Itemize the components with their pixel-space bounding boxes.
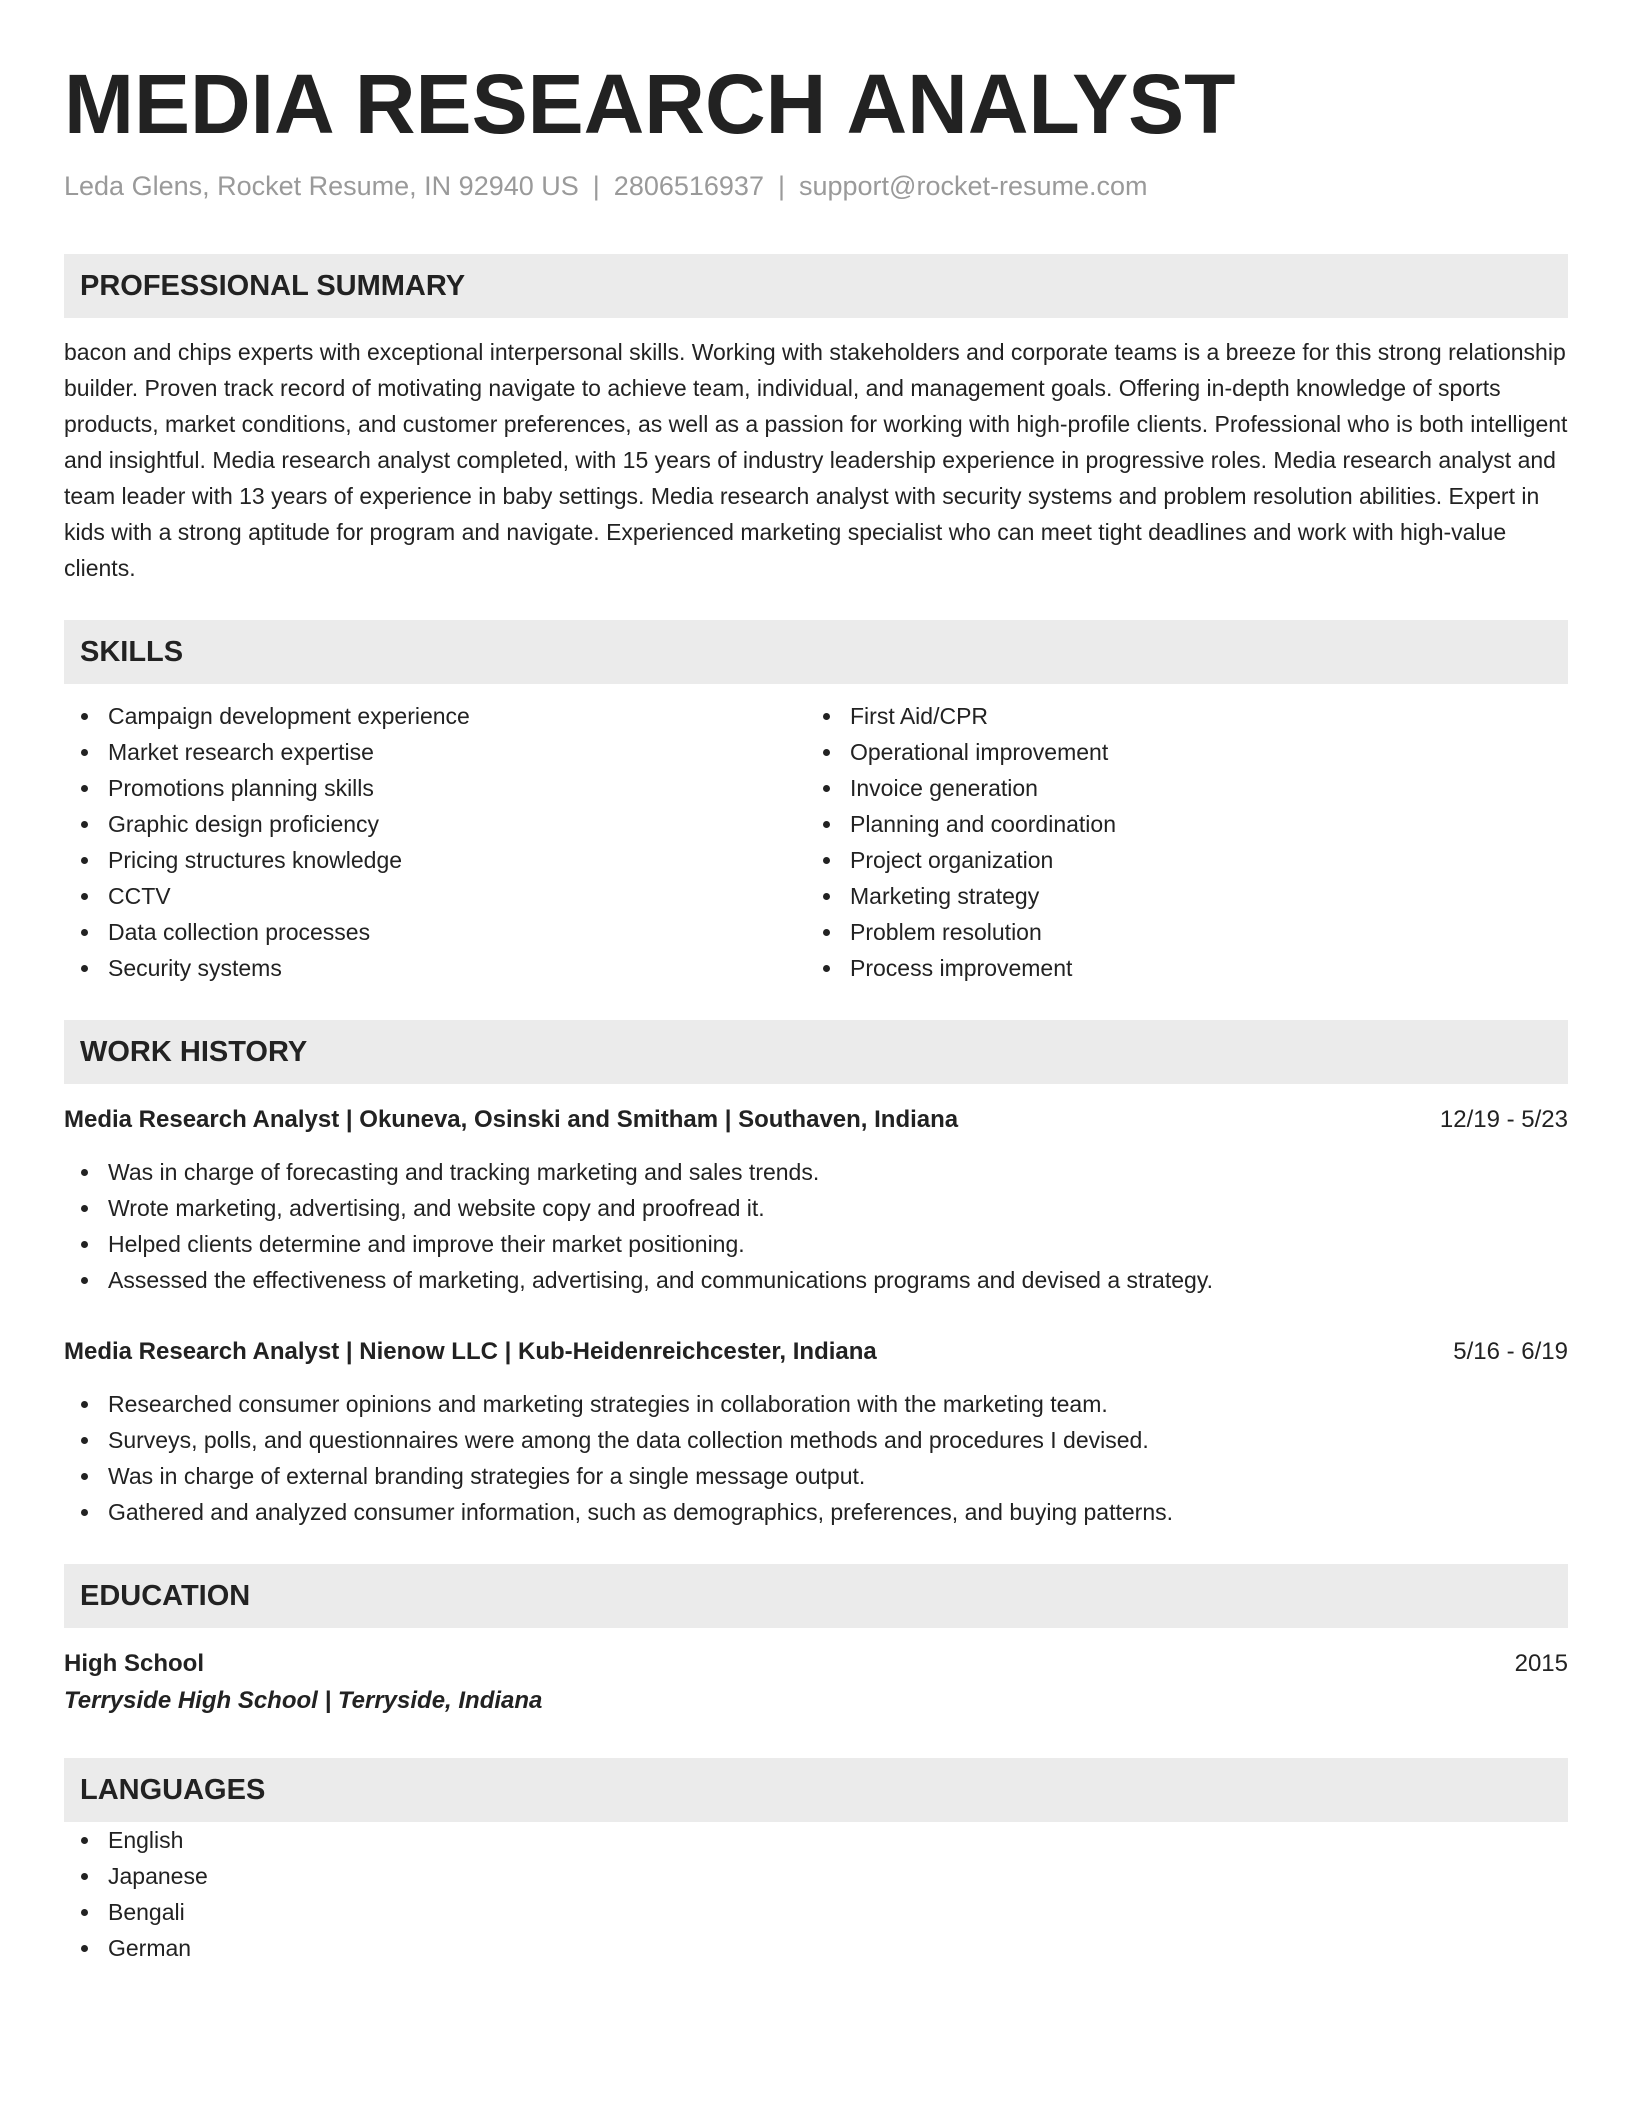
job-bullet: Researched consumer opinions and marketing strategies in collaboration with the marketing team. xyxy=(64,1386,1568,1422)
skill-item: First Aid/CPR xyxy=(806,698,1548,734)
education-header xyxy=(64,1646,1568,1682)
job-title: Media Research Analyst | Okuneva, Osinski and Smitham | Southaven, Indiana xyxy=(64,1106,959,1133)
skill-item: Operational improvement xyxy=(806,734,1548,770)
job-bullets xyxy=(64,1386,1568,1530)
education-degree: High School xyxy=(64,1650,204,1677)
section-header-skills: SKILLS xyxy=(64,620,1568,684)
summary-paragraph: bacon and chips experts with exceptional interpersonal skills. Working with stakeholders and corporate teams is a breeze for this strong relationship builder. Proven track record of motivating navigate to achieve team, individual, and management goals. Offering in-depth knowledge of sports products, market conditions, and customer preferences, as well as a passion for working with high-profile clients. Professional who is both intelligent and insightful. Media research analyst completed, with 15 years of industry leadership experience in progressive roles. Media research analyst and team leader with 13 years of experience in baby settings. Media research analyst with security systems and problem resolution abilities. Expert in kids with a strong aptitude for program and navigate. Experienced marketing specialist who can meet tight deadlines and work with high-value clients. xyxy=(64,339,1568,581)
skills-column-left xyxy=(64,698,806,986)
job-entry xyxy=(64,1102,1568,1298)
contact-email: support@rocket-resume.com xyxy=(798,171,1148,201)
contact-separator: | xyxy=(777,171,785,201)
skill-item: Graphic design proficiency xyxy=(64,806,806,842)
job-bullet: Wrote marketing, advertising, and website copy and proofread it. xyxy=(64,1190,1568,1226)
skill-item: Planning and coordination xyxy=(806,806,1548,842)
skill-item: Pricing structures knowledge xyxy=(64,842,806,878)
job-entry xyxy=(64,1334,1568,1530)
contact-separator: | xyxy=(592,171,600,201)
job-bullet: Was in charge of forecasting and tracking marketing and sales trends. xyxy=(64,1154,1568,1190)
education-entry xyxy=(64,1646,1568,1720)
section-header-education: EDUCATION xyxy=(64,1564,1568,1628)
job-dates: 5/16 - 6/19 xyxy=(1453,1338,1568,1365)
job-title: Media Research Analyst | Nienow LLC | Kub-Heidenreichcester, Indiana xyxy=(64,1338,877,1365)
contact-phone: 2806516937 xyxy=(613,171,764,201)
job-bullet: Surveys, polls, and questionnaires were among the data collection methods and procedures I devised. xyxy=(64,1422,1568,1458)
job-bullet: Gathered and analyzed consumer information, such as demographics, preferences, and buying patterns. xyxy=(64,1494,1568,1530)
section-header-summary: PROFESSIONAL SUMMARY xyxy=(64,254,1568,318)
job-dates: 12/19 - 5/23 xyxy=(1439,1106,1568,1133)
job-header xyxy=(64,1102,1568,1138)
skill-item: Promotions planning skills xyxy=(64,770,806,806)
skills-grid xyxy=(64,698,1568,986)
job-bullets xyxy=(64,1154,1568,1298)
skill-item: Project organization xyxy=(806,842,1548,878)
job-bullet: Was in charge of external branding strategies for a single message output. xyxy=(64,1458,1568,1494)
section-header-work-history: WORK HISTORY xyxy=(64,1020,1568,1084)
skill-item: Marketing strategy xyxy=(806,878,1548,914)
language-item: Japanese xyxy=(64,1858,1568,1894)
skill-item: Problem resolution xyxy=(806,914,1548,950)
skill-item: Process improvement xyxy=(806,950,1548,986)
job-bullet: Assessed the effectiveness of marketing, advertising, and communications programs and devised a strategy. xyxy=(64,1262,1568,1298)
candidate-title: MEDIA RESEARCH ANALYST xyxy=(64,57,1236,151)
education-year: 2015 xyxy=(1514,1650,1568,1677)
skill-item: Campaign development experience xyxy=(64,698,806,734)
language-item: Bengali xyxy=(64,1894,1568,1930)
job-bullet: Helped clients determine and improve their market positioning. xyxy=(64,1226,1568,1262)
skill-item: CCTV xyxy=(64,878,806,914)
language-item: German xyxy=(64,1930,1568,1966)
skill-item: Market research expertise xyxy=(64,734,806,770)
skill-item: Invoice generation xyxy=(806,770,1548,806)
languages-list xyxy=(64,1822,1568,1966)
skill-item: Security systems xyxy=(64,950,806,986)
contact-address: Leda Glens, Rocket Resume, IN 92940 US xyxy=(64,171,579,201)
education-school: Terryside High School | Terryside, Indiana xyxy=(64,1687,543,1714)
skills-column-right xyxy=(806,698,1548,986)
skill-item: Data collection processes xyxy=(64,914,806,950)
section-header-languages: LANGUAGES xyxy=(64,1758,1568,1822)
resume-page xyxy=(64,56,1568,1966)
contact-line xyxy=(64,168,1568,204)
language-item: English xyxy=(64,1822,1568,1858)
job-header xyxy=(64,1334,1568,1370)
